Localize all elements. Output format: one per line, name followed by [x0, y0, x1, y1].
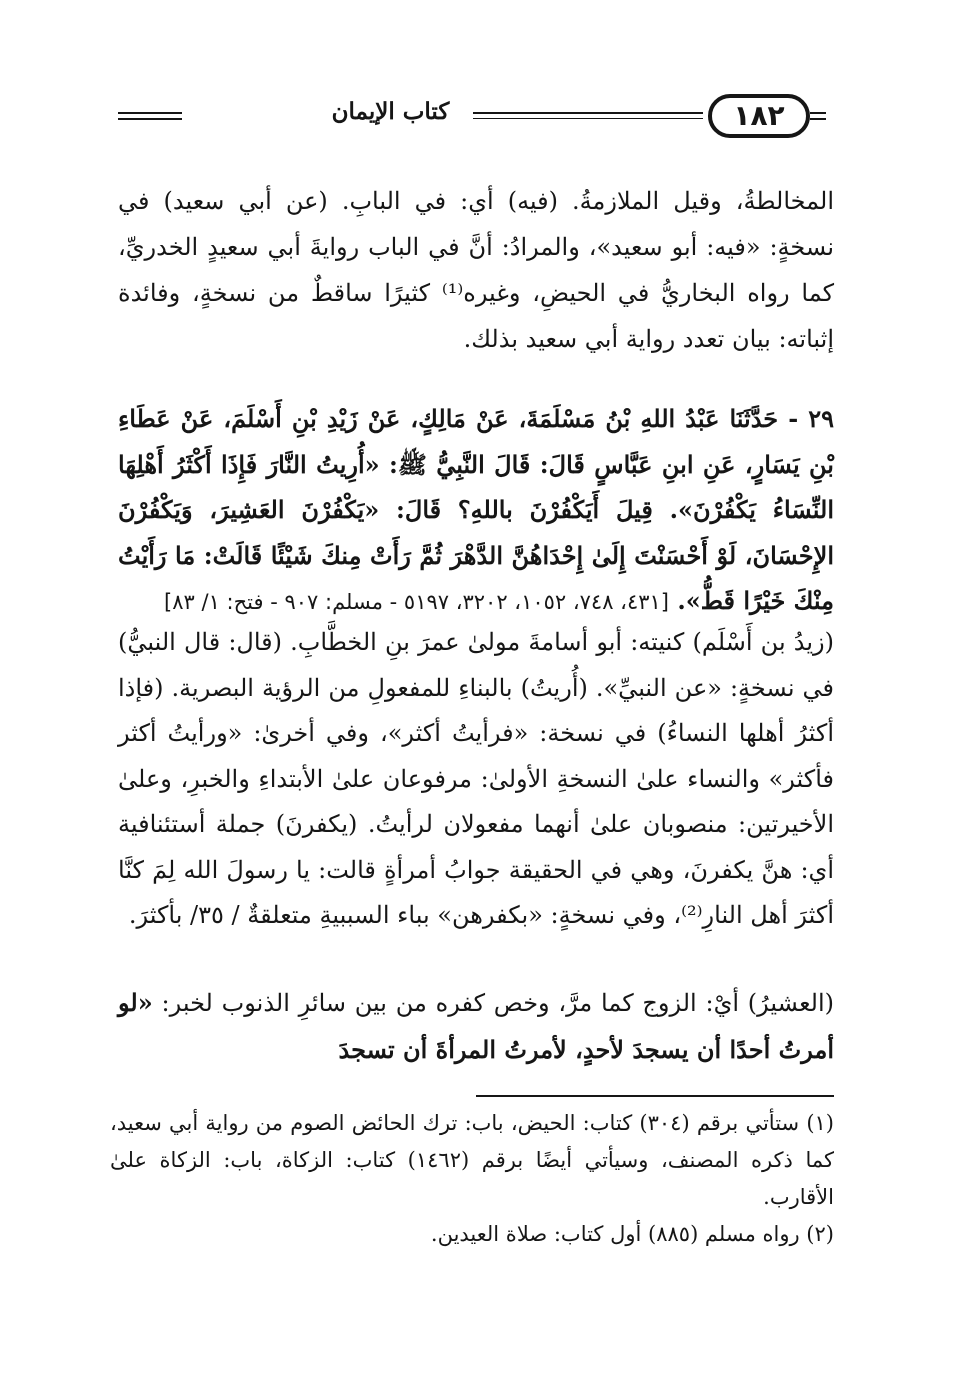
footnote-2: (٢) رواه مسلم (٨٨٥) أول كتاب: صلاة العيدين.	[430, 1222, 834, 1246]
hadith-29-references: [٤٣١، ٧٤٨، ١٠٥٢، ٣٢٠٢، ٥١٩٧ - مسلم: ٩٠٧ - فتح: ١/ ٨٣]	[164, 590, 669, 614]
commentary-paragraph-3: (زيدُ بن أَسْلَم) كنيته: أبو أسامةَ مولىٰ عمرَ بنِ الخطَّابِ. (قال: قال النبيُّ) في نسخةٍ: «عن النبيِّ». (أُريتُ) بالبناءِ للمفعولِ من الرؤية البصرية. (فإذا أكثرُ أهلها النساءُ) في نسخة: «فرأيتُ أكثر»، وفي أخرىٰ: «ورأيتُ أكثر فأكثر» والنساء علىٰ النسخةِ الأولىٰ: مرفوعان علىٰ الأبتداءِ والخبرِ، وعلىٰ الأخيرتين: منصوبان علىٰ أنهما مفعولان لرأيتُ. (يكفرنَ) جملة أستئنافية أي: هنَّ يكفرنَ، وهي في الحقيقة جوابُ أمرأةٍ قالت: يا رسولَ الله لِمَ كنَّا أكثرَ أهل النارِ⁽²⁾، وفي نسخةٍ: «بكفرهن» بباء السببيةِ متعلقةٌ / ٣٥/ بأكثرَ.	[118, 628, 834, 929]
hadith-29	[118, 396, 834, 626]
header-rule-right-bottom	[810, 118, 826, 120]
commentary-paragraph-4	[118, 980, 834, 1073]
page-number: ١٨٢	[708, 94, 810, 138]
header-rule-middle-bottom	[473, 118, 703, 119]
commentary-paragraph-1: المخالطةُ، وقيل الملازمةُ. (فيه) أي: في البابِ. (عن أبي سعيد) في نسخةٍ: «فيه: أبو سعيد»، والمرادُ: أنَّ في الباب روايةَ أبي سعيدٍ الخدريِّ، كما رواه البخاريُّ في الحيضِ، وغيره⁽¹⁾ كثيرًا ساقطٌ من نسخةٍ، وفائدة إثباته: بيان تعدد رواية أبي سعيد بذلك.	[118, 187, 834, 353]
header-rule-left-top	[118, 112, 182, 114]
header-rule-left-bottom	[118, 118, 182, 120]
footnote-separator	[476, 1095, 834, 1097]
footnote-1: (١) ستأتي برقم (٣٠٤) كتاب: الحيض، باب: ترك الحائض الصوم من رواية أبي سعيد، كما ذكره المصنف، وسيأتي أيضًا برقم (١٤٦٢) كتاب: الزكاة، باب: الزكاة علىٰ الأقارب.	[110, 1111, 834, 1209]
paragraph-4-intro: (العشيرُ) أيْ: الزوج كما مرَّ، وخص كفره من بين سائرِ الذنوب لخبر:	[152, 989, 834, 1017]
hadith-29-text: ٢٩ - حَدَّثَنَا عَبْدُ اللهِ بْنُ مَسْلَمَةَ، عَنْ مَالِكٍ، عَنْ زَيْدِ بْنِ أَسْلَمَ، عَنْ عَطَاءِ بْنِ يَسَارٍ، عَنِ ابنِ عَبَّاسٍ قَالَ: قَالَ النَّبِيُّ ﷺ: «أُرِيتُ النَّارَ فَإِذَا أَكْثَرُ أَهْلِهَا النِّسَاءُ يَكْفُرْنَ». قِيلَ أَيَكْفُرْنَ باللهِ؟ قَالَ: «يَكْفُرْنَ العَشِيرَ، وَيَكْفُرْنَ الإِحْسَانَ، لَوْ أَحْسَنْتَ إِلَىٰ إِحْدَاهُنَّ الدَّهْرَ ثُمَّ رَأَتْ مِنكَ شَيْئًا قَالَتْ: مَا رَأَيْتُ مِنْكَ خَيْرًا قَطُّ».	[118, 404, 834, 615]
header-rule-middle-top	[473, 112, 703, 114]
footnotes	[110, 1105, 834, 1253]
header-rule-right-top	[810, 112, 826, 114]
page-header	[118, 82, 826, 160]
paragraph-4-quote: «لو أمرتُ أحدًا أن يسجدَ لأحدٍ، لأمرتُ المرأةَ أن تسجدَ	[118, 988, 834, 1064]
book-title: كتاب الإيمان	[331, 98, 450, 125]
